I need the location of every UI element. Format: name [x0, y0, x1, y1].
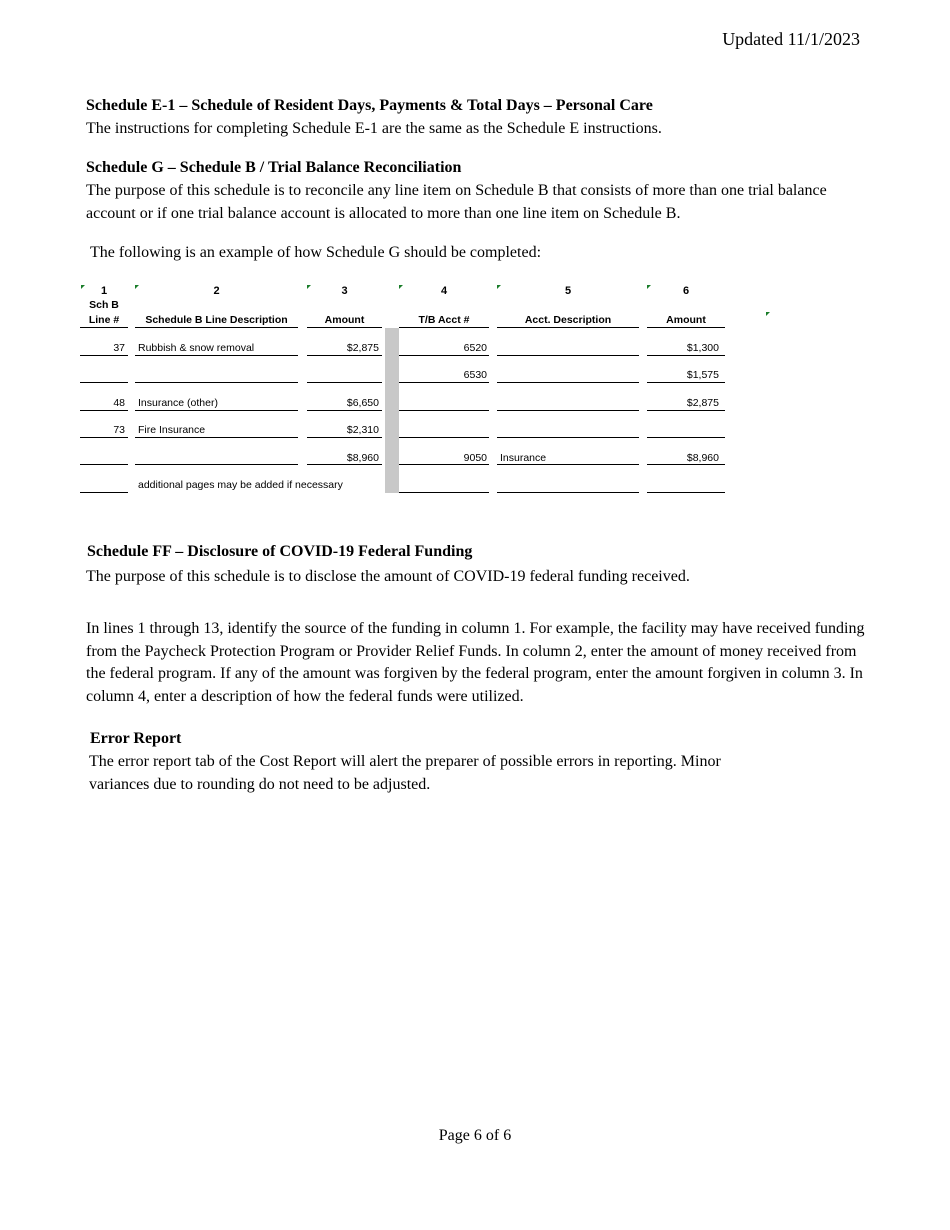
col-number-3: 3: [341, 285, 348, 297]
row3-line: 48: [113, 397, 125, 409]
row-underline: [399, 355, 489, 356]
row-underline: [497, 492, 639, 493]
col1-header-line1: Sch B: [89, 299, 119, 311]
schedule-ff-text2: In lines 1 through 13, identify the source of the funding in column 1. For example, the facility may have received funding from the Paycheck Protection Program or Provider Relief Funds. In column 2, enter the amount of money received from the federal program. If any of the amount was forgiven by the federal program, enter the amount forgiven in column 3. In column 4, enter a description of how the federal funds were utilized.: [86, 620, 865, 705]
row-underline: [647, 382, 725, 383]
row-underline: [135, 382, 298, 383]
row1-amount: $2,875: [346, 342, 379, 354]
row-underline: [497, 464, 639, 465]
col1-header-line2: Line #: [88, 314, 120, 326]
col3-header: Amount: [324, 314, 365, 326]
error-report-text: The error report tab of the Cost Report will alert the preparer of possible errors in reporting. Minor variances due to rounding do not need to be adjusted.: [89, 753, 721, 793]
page-number: Page 6 of 6: [438, 1127, 512, 1144]
row-underline: [647, 464, 725, 465]
row1-amount2: $1,300: [686, 342, 719, 354]
row-underline: [135, 355, 298, 356]
row4-desc: Fire Insurance: [138, 424, 206, 436]
row1-desc: Rubbish & snow removal: [138, 342, 255, 354]
row3-amount2: $2,875: [686, 397, 719, 409]
row-underline: [307, 464, 382, 465]
col2-header: Schedule B Line Description: [145, 314, 288, 326]
schedule-g-title: Schedule G – Schedule B / Trial Balance Reconciliation: [86, 159, 462, 176]
row4-amount: $2,310: [346, 424, 379, 436]
row-underline: [497, 410, 639, 411]
row5-acct: 9050: [463, 452, 487, 464]
schedule-g-example-intro: The following is an example of how Schedule G should be completed:: [90, 244, 542, 261]
row-underline: [80, 464, 128, 465]
row2-amount2: $1,575: [686, 369, 719, 381]
row-underline: [80, 410, 128, 411]
row-underline: [647, 410, 725, 411]
header-underline: [80, 327, 128, 328]
header-underline: [497, 327, 639, 328]
error-report-title: Error Report: [90, 730, 182, 747]
row5-acct-desc: Insurance: [500, 452, 547, 464]
row1-line: 37: [113, 342, 125, 354]
row-underline: [399, 464, 489, 465]
row3-amount: $6,650: [346, 397, 379, 409]
row-underline: [135, 437, 298, 438]
col-number-1: 1: [100, 285, 108, 297]
row-underline: [135, 410, 298, 411]
row6-desc: additional pages may be added if necessary: [138, 479, 343, 491]
row-underline: [647, 437, 725, 438]
col6-header: Amount: [666, 314, 706, 326]
row-underline: [80, 492, 128, 493]
row3-desc: Insurance (other): [138, 397, 218, 409]
row-underline: [307, 355, 382, 356]
row4-line: 73: [113, 424, 125, 436]
row-underline: [399, 492, 489, 493]
row-underline: [307, 437, 382, 438]
row-underline: [647, 492, 725, 493]
schedule-ff-title: Schedule FF – Disclosure of COVID-19 Federal Funding: [87, 543, 473, 560]
shaded-separator-column: [385, 328, 399, 493]
row-underline: [80, 355, 128, 356]
row-underline: [399, 410, 489, 411]
row-underline: [135, 464, 298, 465]
row-underline: [80, 382, 128, 383]
col-number-6: 6: [682, 285, 690, 297]
schedule-e1-title: Schedule E-1 – Schedule of Resident Days, Payments & Total Days – Personal Care: [86, 97, 653, 114]
row2-acct: 6530: [463, 369, 487, 381]
row-underline: [80, 437, 128, 438]
header-underline: [399, 327, 489, 328]
row-underline: [307, 410, 382, 411]
col-number-2: 2: [213, 285, 220, 297]
row-underline: [497, 437, 639, 438]
row-underline: [647, 355, 725, 356]
row1-acct: 6520: [463, 342, 487, 354]
row-underline: [399, 437, 489, 438]
col4-header: T/B Acct #: [418, 314, 470, 326]
row5-amount: $8,960: [346, 452, 379, 464]
row-underline: [307, 382, 382, 383]
header-underline: [135, 327, 298, 328]
row5-amount2: $8,960: [686, 452, 719, 464]
header-underline: [647, 327, 725, 328]
row-underline: [497, 382, 639, 383]
row-underline: [497, 355, 639, 356]
header-underline: [307, 327, 382, 328]
updated-date: Updated 11/1/2023: [722, 29, 860, 49]
schedule-e1-text: The instructions for completing Schedule E-1 are the same as the Schedule E instructions.: [86, 120, 662, 137]
row-underline: [399, 382, 489, 383]
col-number-5: 5: [564, 285, 572, 297]
schedule-g-text: The purpose of this schedule is to reconcile any line item on Schedule B that consists of more than one trial balance account or if one trial balance account is allocated to more than one line item on Schedule B.: [86, 182, 827, 222]
col5-header: Acct. Description: [524, 314, 612, 326]
cell-marker-icon: [766, 312, 770, 316]
schedule-ff-text1: The purpose of this schedule is to disclose the amount of COVID-19 federal funding received.: [86, 568, 690, 585]
col-number-4: 4: [440, 285, 448, 297]
